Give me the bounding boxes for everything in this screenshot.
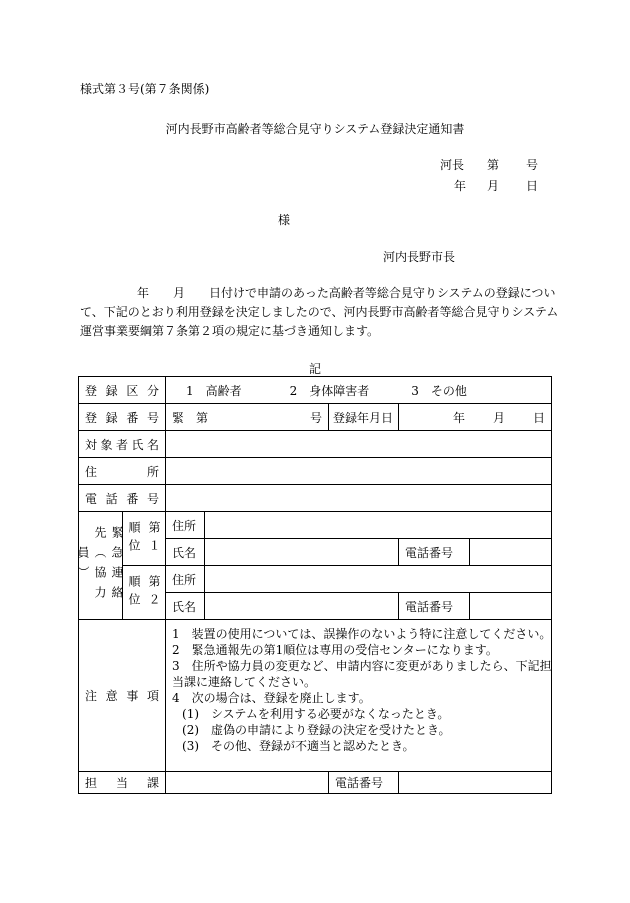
regdate-month: 月 bbox=[493, 410, 506, 425]
body-text bbox=[80, 284, 559, 341]
doc-no-prefix: 河長 bbox=[440, 158, 465, 172]
dept-field[interactable] bbox=[166, 772, 329, 794]
second-priority-label: 第２順位 bbox=[123, 566, 166, 620]
body-line-3: 運営事業要綱第７条第２項の規定に基づき通知します。 bbox=[80, 324, 380, 338]
regdate-label: 登録年月日 bbox=[329, 404, 399, 431]
first-phone-cell bbox=[399, 539, 552, 566]
addressee-suffix: 様 bbox=[278, 213, 291, 227]
dept-label: 担当課 bbox=[79, 772, 166, 794]
document-title: 河内長野市高齢者等総合見守りシステム登録決定通知書 bbox=[165, 122, 465, 136]
second-name-field[interactable] bbox=[205, 593, 399, 620]
doc-no-go: 号 bbox=[526, 158, 539, 172]
notes-content bbox=[166, 620, 552, 772]
second-address-field[interactable] bbox=[205, 566, 552, 593]
category-option-elderly[interactable]: 1 高齢者 bbox=[186, 383, 242, 398]
first-priority-label: 第１順位 bbox=[123, 512, 166, 566]
first-name-field[interactable] bbox=[205, 539, 399, 566]
date-month: 月 bbox=[487, 179, 500, 193]
second-phone-label: 電話番号 bbox=[399, 593, 470, 619]
regdate-day: 日 bbox=[533, 410, 546, 425]
date-day: 日 bbox=[526, 179, 539, 193]
second-phone-field[interactable] bbox=[470, 593, 551, 619]
row-address-label: 住所 bbox=[79, 458, 166, 485]
notes-label: 注意事項 bbox=[79, 620, 166, 772]
regno-field[interactable] bbox=[166, 404, 329, 431]
row-regno-label: 登録番号 bbox=[79, 404, 166, 431]
category-option-other[interactable]: 3 その他 bbox=[411, 383, 467, 398]
subject-name-field[interactable] bbox=[166, 431, 552, 458]
row-category-options bbox=[166, 377, 552, 404]
registration-form-table bbox=[78, 376, 552, 794]
note-4-2: (2) 虚偽の申請により登録の決定を受けたとき。 bbox=[182, 723, 451, 737]
second-phone-cell bbox=[399, 593, 552, 620]
first-phone-field[interactable] bbox=[470, 539, 551, 565]
ki-heading: 記 bbox=[308, 362, 321, 376]
row-category-label: 登録区分 bbox=[79, 377, 166, 404]
dept-phone-field[interactable] bbox=[399, 772, 552, 794]
regno-prefix: 緊 第 bbox=[172, 410, 209, 425]
note-3-cont: 当課に連絡してください。 bbox=[172, 675, 317, 689]
emergency-contact-label: 緊急連絡先（協力員） bbox=[79, 512, 123, 620]
category-option-disabled[interactable]: 2 身体障害者 bbox=[289, 383, 370, 398]
form-id: 様式第３号(第７条関係) bbox=[80, 82, 210, 96]
first-phone-label: 電話番号 bbox=[399, 539, 470, 565]
doc-no-dai: 第 bbox=[487, 158, 500, 172]
note-4-1: (1) システムを利用する必要がなくなったとき。 bbox=[182, 707, 450, 721]
note-1: 1 装置の使用については、誤操作のないよう特に注意してください。 bbox=[172, 627, 552, 641]
note-4: 4 次の場合は、登録を廃止します。 bbox=[172, 691, 371, 705]
note-3: 3 住所や協力員の変更など、申請内容に変更がありましたら、下記担 bbox=[172, 659, 552, 673]
dept-phone-label: 電話番号 bbox=[329, 772, 399, 794]
row-name-label: 対象者氏名 bbox=[79, 431, 166, 458]
second-address-label: 住所 bbox=[166, 566, 205, 593]
regdate-year: 年 bbox=[453, 410, 466, 425]
note-4-3: (3) その他、登録が不適当と認めたとき。 bbox=[182, 739, 415, 753]
body-line-1: 年 月 日付けで申請のあった高齢者等総合見守りシステムの登録につい bbox=[137, 286, 556, 300]
regdate-field[interactable] bbox=[399, 404, 552, 431]
note-2: 2 緊急通報先の第1順位は専用の受信センターになります。 bbox=[172, 643, 498, 657]
first-address-label: 住所 bbox=[166, 512, 205, 539]
date-year: 年 bbox=[454, 179, 467, 193]
row-phone-label: 電話番号 bbox=[79, 485, 166, 512]
issuer: 河内長野市長 bbox=[383, 250, 456, 264]
second-name-label: 氏名 bbox=[166, 593, 205, 620]
first-name-label: 氏名 bbox=[166, 539, 205, 566]
body-line-2: て、下記のとおり利用登録を決定しましたので、河内長野市高齢者等総合見守りシステム bbox=[80, 305, 559, 319]
address-field[interactable] bbox=[166, 458, 552, 485]
phone-field[interactable] bbox=[166, 485, 552, 512]
regno-suffix: 号 bbox=[310, 410, 323, 425]
first-address-field[interactable] bbox=[205, 512, 552, 539]
